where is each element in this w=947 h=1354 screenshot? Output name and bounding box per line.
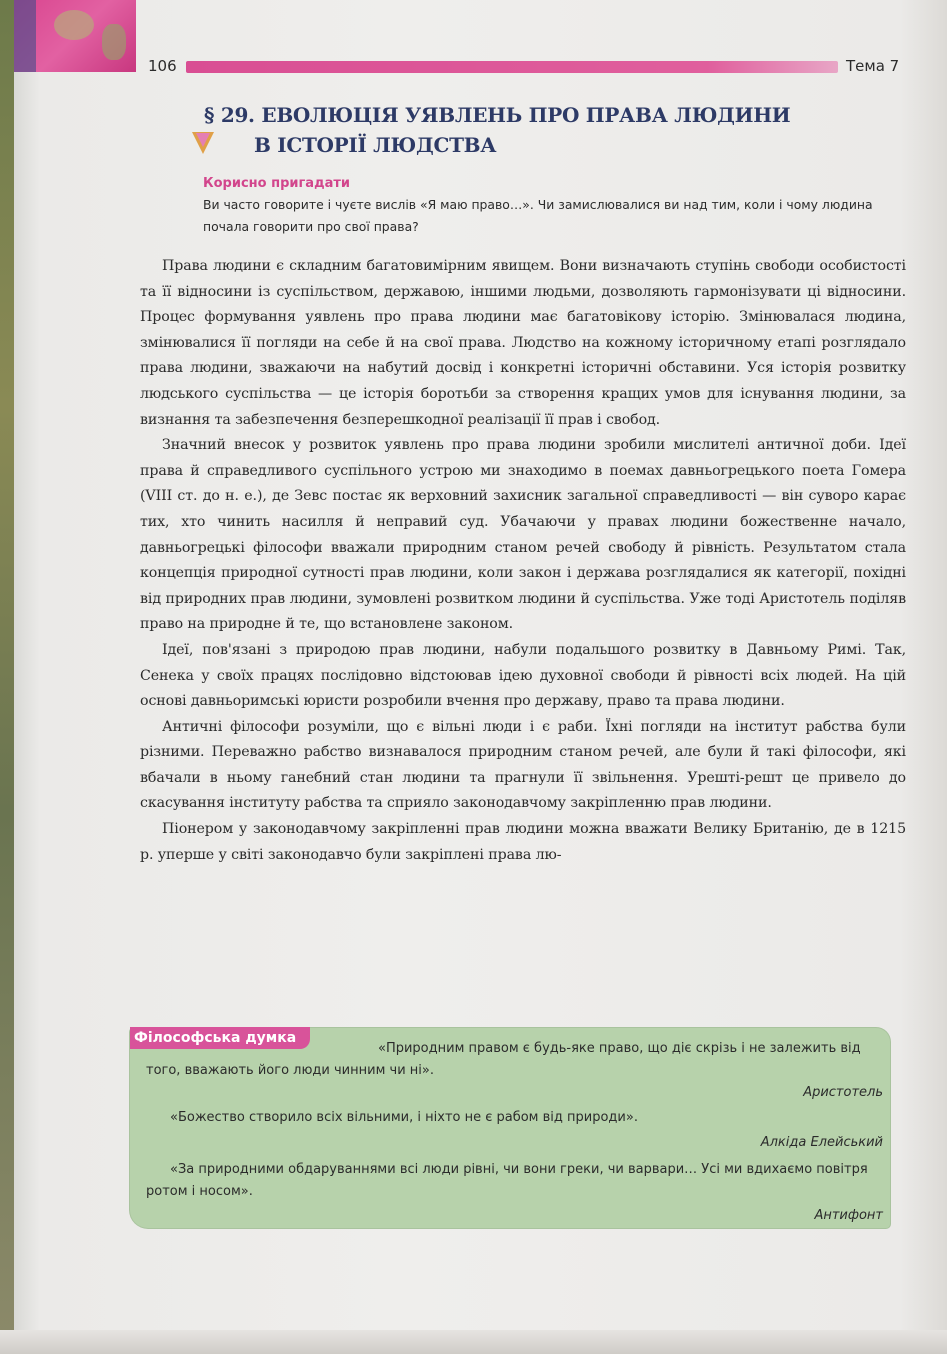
- paragraph: Права людини є складним багатовимірним явищем. Вони визначають ступінь свободи особистості та її відносини із суспільством, державою, іншими людьми, дозволяють гармонізувати ці відносини. Процес формування уявлень про права людини має багатовікову історію. Змінювалася людина, змінювалися її погляди на себе й на свої права. Людство на кожному історичному етапі розглядало права людини, зважаючи на набутий досвід і конкретні історичні обставини. Уся історія розвитку людського суспільства — це історія боротьби за створення кращих умов для існування людини, за визнання та забезпечення безперешкодної реалізації її прав і свобод.: [140, 258, 906, 428]
- quote-text: «За природними обдаруваннями всі люди рівні, чи вони греки, чи варвари… Усі ми вдихаємо повітря ротом і носом».: [146, 1162, 868, 1199]
- book-spine: [0, 0, 14, 1354]
- quote-author: Алкіда Елейський: [760, 1135, 883, 1150]
- recall-text: Ви часто говорите і чуєте вислів «Я маю право…». Чи замислювалися ви над тим, коли і чому людина почала говорити про свої права?: [203, 197, 873, 234]
- title-line-2: В ІСТОРІЇ ЛЮДСТВА: [254, 133, 497, 157]
- quote-author: Антифонт: [814, 1208, 883, 1223]
- recall-heading: Корисно пригадати: [203, 176, 350, 191]
- quote-author: Аристотель: [803, 1085, 883, 1100]
- paragraph: Піонером у законодавчому закріпленні прав людини можна вважати Велику Британію, де в 1215 р. уперше у світі законодавчо були закріплені права лю-: [140, 821, 906, 863]
- page-bottom-edge: [0, 1330, 947, 1354]
- title-line-1: § 29. ЕВОЛЮЦІЯ УЯВЛЕНЬ ПРО ПРАВА ЛЮДИНИ: [204, 103, 791, 127]
- quote-text: «Божество створило всіх вільними, і ніхто не є рабом від природи».: [170, 1110, 638, 1125]
- body-text: [140, 254, 906, 868]
- quote-text: «Природним правом є будь-яке право, що діє скрізь і не залежить від того, вважають його люди чинним чи ні».: [146, 1041, 861, 1078]
- paragraph: Античні філософи розуміли, що є вільні люди і є раби. Їхні погляди на інститут рабства були різними. Переважно рабство визнавалося природним станом речей, але були й такі філософи, які вбачали в ньому ганебний стан людини та прагнули її звільнення. Урешті-решт це привело до скасування інституту рабства та сприяло законодавчому закріпленню прав людини.: [140, 718, 906, 812]
- paragraph: Ідеї, пов'язані з природою прав людини, набули подальшого розвитку в Давньому Римі. Так, Сенека у своїх працях послідовно відстоював ідею духовної свободи й рівності всіх людей. На цій основі давньоримські юристи розробили вчення про державу, право та права людини.: [140, 641, 906, 710]
- philosophy-box-label: Філософська думка: [130, 1027, 310, 1049]
- topic-label: Тема 7: [846, 57, 900, 75]
- section-title: [204, 100, 884, 160]
- page-number: 106: [148, 57, 177, 75]
- corner-illustration: [14, 0, 136, 72]
- paragraph: Значний внесок у розвиток уявлень про права людини зробили мислителі античної доби. Ідеї права й справедливого суспільного устрою ми знаходимо в поемах давньогрецького поета Гомера (VIII ст. до н. е.), де Зевс постає як верховний захисник загальної справедливості — він суворо карає тих, хто чинить насилля й неправий суд. Убачаючи у правах людини божественне начало, давньогрецькі філософи вважали природним станом речей свободу й рівність. Результатом стала концепція природної сутності прав людини, коли закон і держава розглядалися як категорії, похідні від природних прав людини, зумовлені розвитком людини й суспільства. Уже тоді Аристотель поділяв право на природне й те, що встановлене законом.: [140, 437, 906, 633]
- header-bar: [186, 61, 838, 73]
